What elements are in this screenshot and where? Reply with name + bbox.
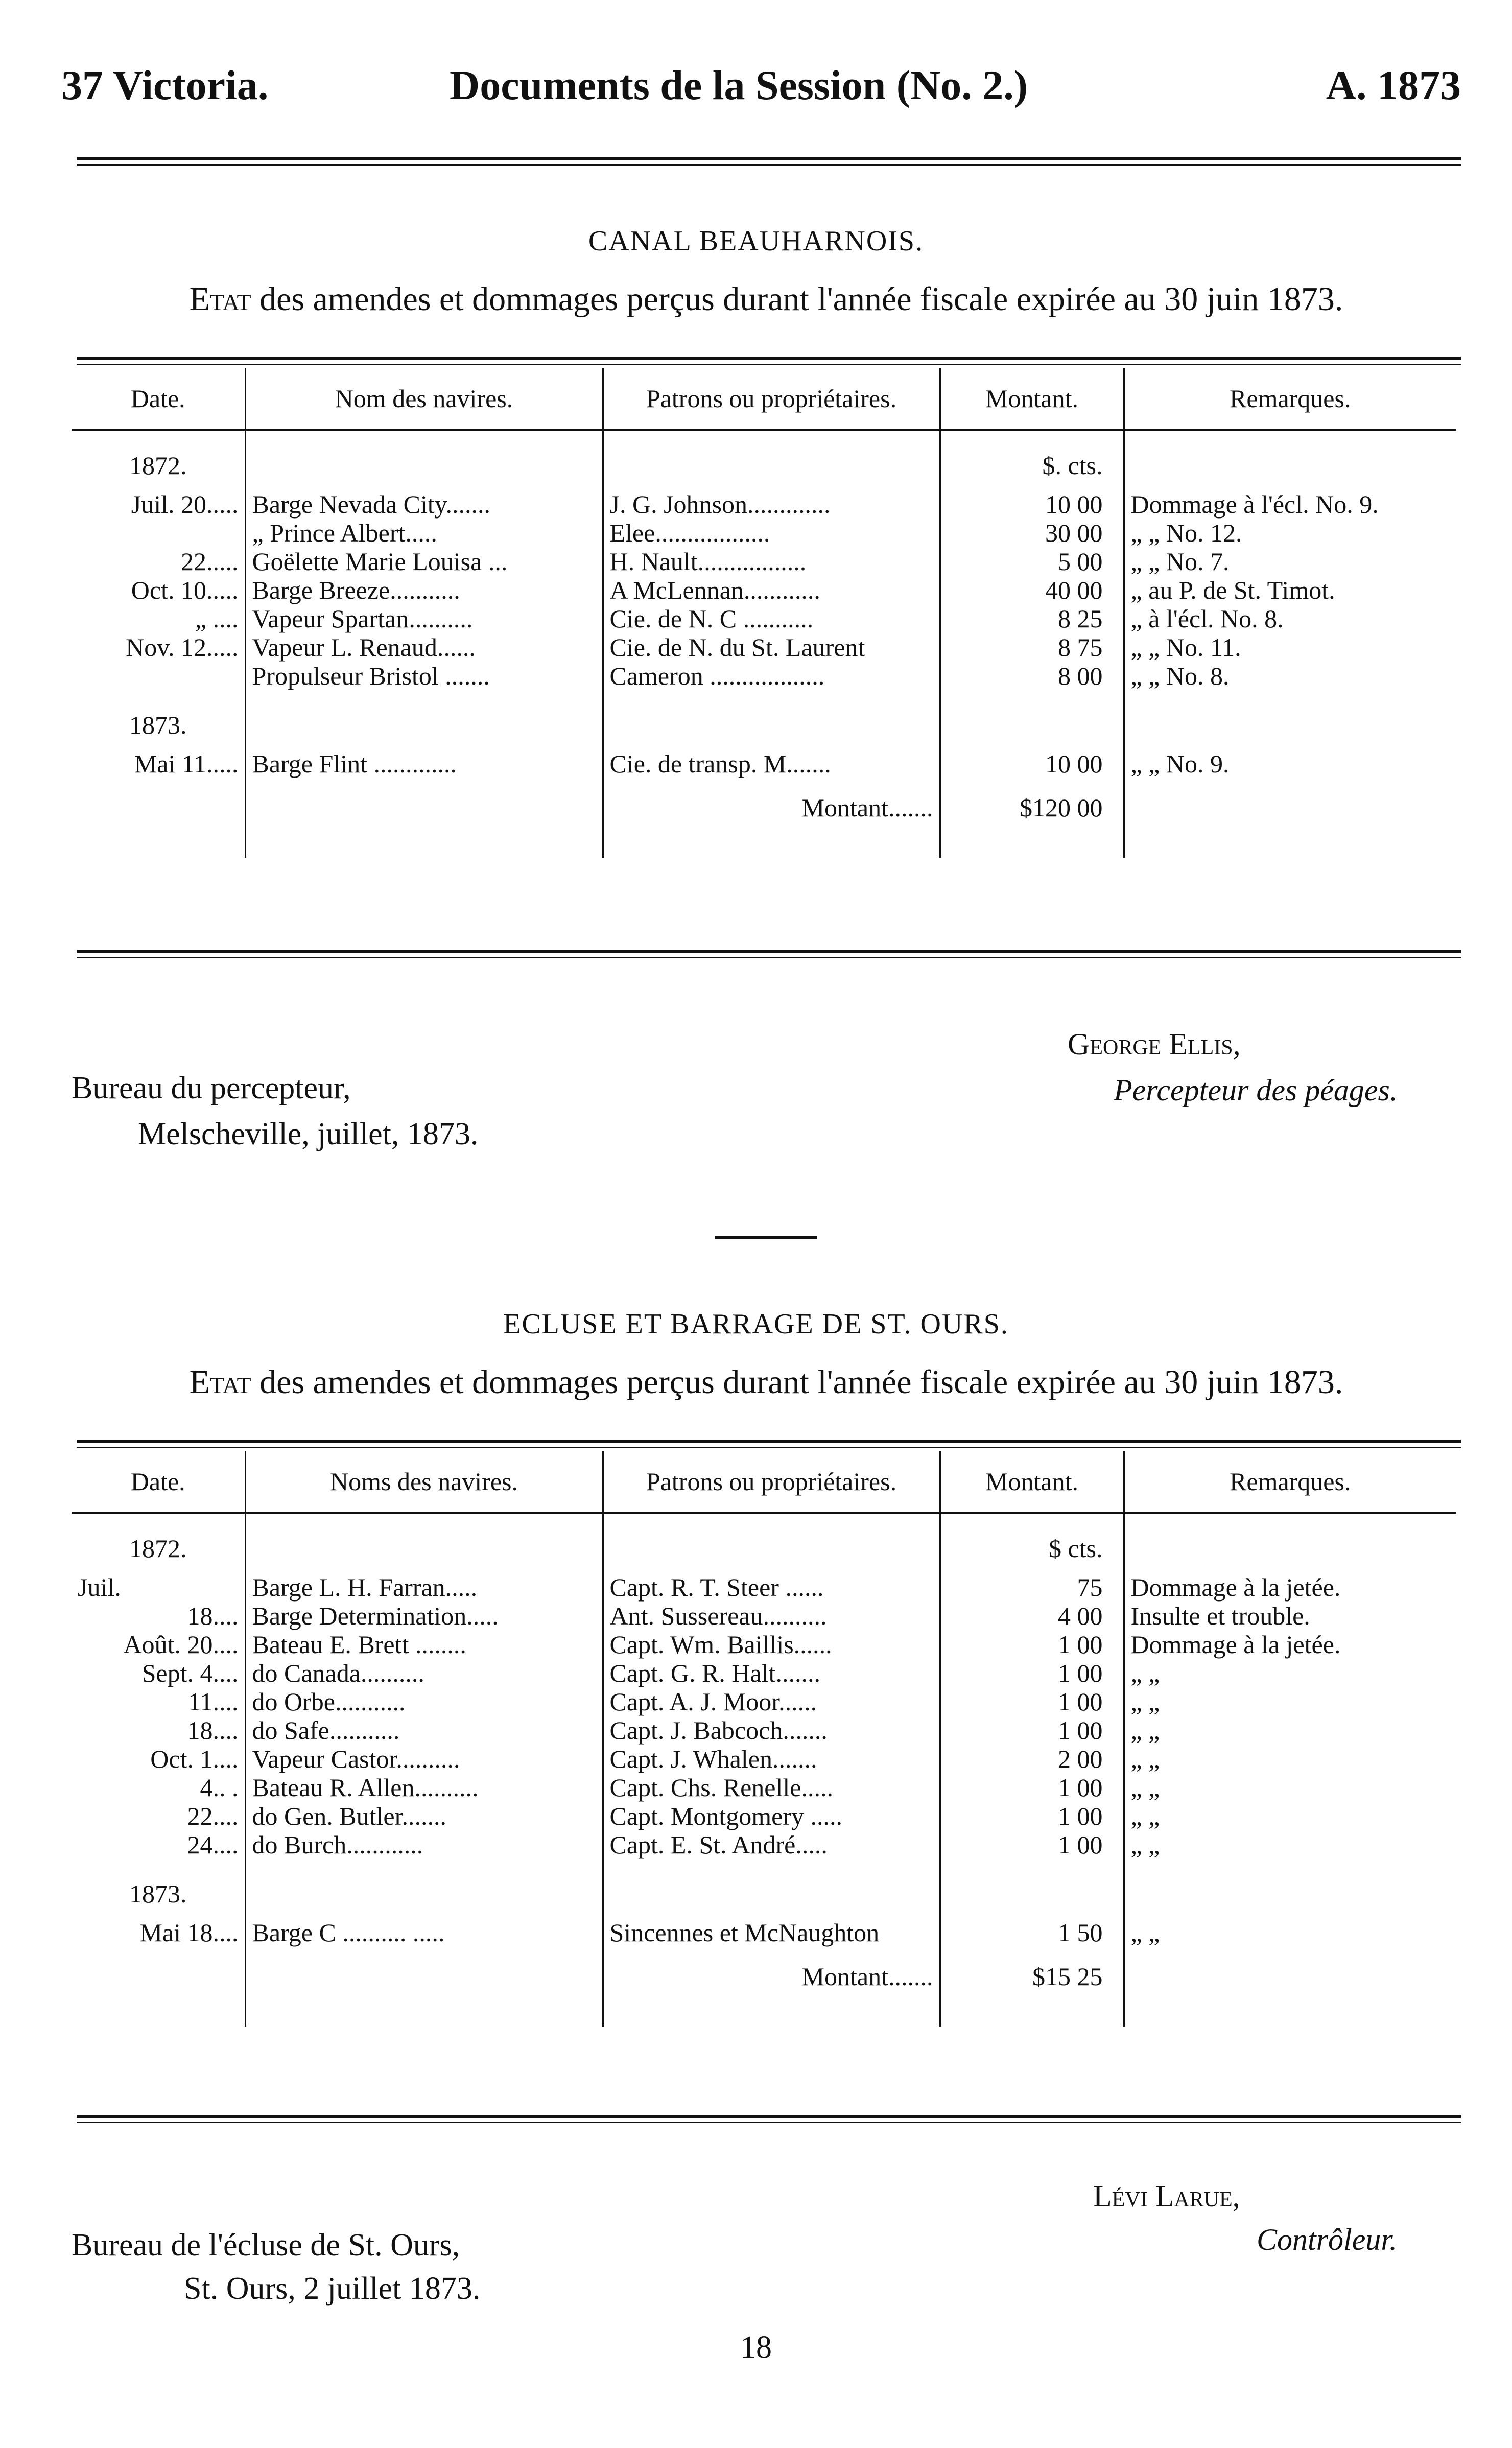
row-remark: „ à l'écl. No. 8. [1124,604,1456,633]
table2-top-rule [77,1440,1461,1443]
table1-total-label: Montant....... [603,778,940,822]
table1-total-row [72,778,1456,822]
row-remark: „ au P. de St. Timot. [1124,576,1456,604]
table1-year-row [72,430,1456,490]
row-date: Juil. [72,1573,245,1602]
row-amount: 1 00 [940,1687,1124,1716]
row-ship: Barge C .......... ..... [245,1918,603,1947]
section2-office-line2: St. Ours, 2 juillet 1873. [184,2271,481,2306]
row-remark: „ „ No. 7. [1124,547,1456,576]
table2-total: $15 25 [940,1947,1124,1991]
row-amount: 30 00 [940,519,1124,547]
table-row [72,1802,1456,1830]
header-rule-2 [77,164,1461,166]
table-row [72,576,1456,604]
section1-office-line1: Bureau du percepteur, [72,1071,351,1105]
row-ship: do Canada.......... [245,1659,603,1687]
section2-office-line1: Bureau de l'écluse de St. Ours, [72,2228,460,2263]
row-amount: 1 00 [940,1802,1124,1830]
row-ship: Barge L. H. Farran..... [245,1573,603,1602]
table-row [72,1602,1456,1630]
row-owner: Capt. Montgomery ..... [603,1802,940,1830]
table2-col-date: Date. [72,1451,245,1513]
table-row [72,1687,1456,1716]
row-amount: 1 00 [940,1630,1124,1659]
table1-bottom-rule [77,950,1461,953]
row-date: Mai 18.... [72,1918,245,1947]
row-remark: „ „ [1124,1830,1456,1859]
row-owner: A McLennan............ [603,576,940,604]
row-owner: Capt. G. R. Halt....... [603,1659,940,1687]
row-date [72,519,245,547]
row-remark: Dommage à la jetée. [1124,1630,1456,1659]
row-remark: „ „ [1124,1716,1456,1745]
row-date: 18.... [72,1716,245,1745]
row-remark: „ „ [1124,1687,1456,1716]
row-remark: „ „ [1124,1659,1456,1687]
table-row [72,519,1456,547]
section1-subtitle-rest: des amendes et dommages perçus durant l'année fiscale expirée au 30 juin 1873. [259,280,1343,318]
row-amount: 75 [940,1573,1124,1602]
row-date: 22..... [72,547,245,576]
header-right: A. 1873 [1326,62,1461,108]
section2-title: ECLUSE ET BARRAGE DE ST. OURS. [503,1308,1009,1340]
table-row [72,1773,1456,1802]
row-date: Nov. 12..... [72,633,245,662]
table-row [72,1745,1456,1773]
row-remark: Dommage à l'écl. No. 9. [1124,490,1456,519]
row-remark: „ „ [1124,1745,1456,1773]
table1-col-owner: Patrons ou propriétaires. [603,368,940,430]
row-amount: 40 00 [940,576,1124,604]
row-remark: „ „ [1124,1773,1456,1802]
table1-top-rule [77,357,1461,360]
row-date: Oct. 1.... [72,1745,245,1773]
row-ship: Bateau E. Brett ........ [245,1630,603,1659]
row-amount: 8 25 [940,604,1124,633]
header-rule-1 [77,157,1461,160]
row-date: 11.... [72,1687,245,1716]
row-ship: Bateau R. Allen.......... [245,1773,603,1802]
table-row [72,1630,1456,1659]
row-date: Oct. 10..... [72,576,245,604]
section2-signature-role: Contrôleur. [1257,2223,1398,2256]
table2-year-row [72,1513,1456,1573]
table1-col-date: Date. [72,368,245,430]
row-ship: „ Prince Albert..... [245,519,603,547]
table-row [72,604,1456,633]
row-ship: do Safe........... [245,1716,603,1745]
table1-year-1873: 1873. [72,690,245,749]
row-amount: 1 00 [940,1659,1124,1687]
row-remark: Insulte et trouble. [1124,1602,1456,1630]
table2-year-row-2 [72,1859,1456,1918]
row-ship: Barge Flint ............. [245,749,603,778]
table1-total: $120 00 [940,778,1124,822]
row-ship: Barge Breeze........... [245,576,603,604]
row-owner: Capt. Wm. Baillis...... [603,1630,940,1659]
table2 [72,1451,1456,2027]
table1 [72,368,1456,858]
section2-subtitle [72,1363,1461,1402]
section1-office-line2: Melscheville, juillet, 1873. [138,1117,479,1151]
section2-signature-name: Lévi Larue, [1093,2179,1240,2213]
table2-top-rule-2 [77,1447,1461,1448]
row-ship: Vapeur L. Renaud...... [245,633,603,662]
table-row [72,633,1456,662]
row-date: Sept. 4.... [72,1659,245,1687]
row-ship: do Orbe........... [245,1687,603,1716]
section1-signature-role: Percepteur des péages. [1114,1073,1398,1107]
row-owner: Elee.................. [603,519,940,547]
table1-col-remarks: Remarques. [1124,368,1456,430]
row-owner: Capt. R. T. Steer ...... [603,1573,940,1602]
row-amount: 1 50 [940,1918,1124,1947]
table1-unit: $. cts. [940,430,1124,490]
section1-subtitle-lead: Etat [189,280,251,318]
table2-col-ship: Noms des navires. [245,1451,603,1513]
row-date: „ .... [72,604,245,633]
section-divider [715,1236,817,1239]
table-row [72,1830,1456,1859]
row-remark: „ „ No. 8. [1124,662,1456,690]
row-owner: Ant. Sussereau.......... [603,1602,940,1630]
row-amount: 8 75 [940,633,1124,662]
table-row [72,662,1456,690]
section1-signature-name: George Ellis, [1068,1027,1241,1061]
row-ship: do Gen. Butler....... [245,1802,603,1830]
row-owner: Cie. de N. C ........... [603,604,940,633]
table2-bottom-rule [77,2115,1461,2118]
header-left: 37 Victoria. [61,62,269,108]
row-amount: 4 00 [940,1602,1124,1630]
table-row [72,1573,1456,1602]
row-ship: Barge Determination..... [245,1602,603,1630]
row-ship: Barge Nevada City....... [245,490,603,519]
row-ship: Vapeur Spartan.......... [245,604,603,633]
row-owner: Cie. de N. du St. Laurent [603,633,940,662]
row-owner: H. Nault................. [603,547,940,576]
row-remark: Dommage à la jetée. [1124,1573,1456,1602]
row-ship: Propulseur Bristol ....... [245,662,603,690]
row-date: Août. 20.... [72,1630,245,1659]
table-row [72,1659,1456,1687]
row-amount: 1 00 [940,1830,1124,1859]
row-remark: „ „ No. 12. [1124,519,1456,547]
row-date: 24.... [72,1830,245,1859]
row-date: 4.. . [72,1773,245,1802]
table-row [72,1716,1456,1745]
row-date [72,662,245,690]
row-owner: Cameron .................. [603,662,940,690]
table1-bottom-rule-2 [77,957,1461,958]
row-remark: „ „ No. 9. [1124,749,1456,778]
row-amount: 5 00 [940,547,1124,576]
table-row [72,490,1456,519]
table2-total-row [72,1947,1456,1991]
page-number: 18 [740,2330,772,2365]
table-row [72,547,1456,576]
row-remark: „ „ [1124,1918,1456,1947]
table2-col-amount: Montant. [940,1451,1124,1513]
table2-year-1873: 1873. [72,1859,245,1918]
row-amount: 10 00 [940,490,1124,519]
section2-subtitle-lead: Etat [189,1363,251,1401]
row-ship: do Burch............ [245,1830,603,1859]
table-row [72,1918,1456,1947]
row-ship: Goëlette Marie Louisa ... [245,547,603,576]
row-amount: 10 00 [940,749,1124,778]
section1-subtitle [72,280,1461,319]
row-amount: 1 00 [940,1773,1124,1802]
row-amount: 8 00 [940,662,1124,690]
row-owner: J. G. Johnson............. [603,490,940,519]
row-owner: Capt. J. Babcoch....... [603,1716,940,1745]
row-ship: Vapeur Castor.......... [245,1745,603,1773]
table1-col-ship: Nom des navires. [245,368,603,430]
row-owner: Capt. E. St. André..... [603,1830,940,1859]
table1-col-amount: Montant. [940,368,1124,430]
table1-header-row [72,368,1456,430]
section2-subtitle-rest: des amendes et dommages perçus durant l'année fiscale expirée au 30 juin 1873. [259,1363,1343,1401]
table1-year-1872: 1872. [72,430,245,490]
row-date: 18.... [72,1602,245,1630]
row-owner: Capt. A. J. Moor...... [603,1687,940,1716]
row-owner: Cie. de transp. M....... [603,749,940,778]
row-remark: „ „ [1124,1802,1456,1830]
row-owner: Capt. Chs. Renelle..... [603,1773,940,1802]
table2-total-label: Montant....... [603,1947,940,1991]
row-date: Juil. 20..... [72,490,245,519]
row-owner: Sincennes et McNaughton [603,1918,940,1947]
table-row [72,749,1456,778]
table2-year-1872: 1872. [72,1513,245,1573]
table2-unit: $ cts. [940,1513,1124,1573]
table2-col-remarks: Remarques. [1124,1451,1456,1513]
table2-bottom-rule-2 [77,2122,1461,2123]
table2-col-owner: Patrons ou propriétaires. [603,1451,940,1513]
row-remark: „ „ No. 11. [1124,633,1456,662]
header-center: Documents de la Session (No. 2.) [450,62,1028,108]
table2-header-row [72,1451,1456,1513]
row-date: Mai 11..... [72,749,245,778]
row-amount: 2 00 [940,1745,1124,1773]
row-owner: Capt. J. Whalen....... [603,1745,940,1773]
table1-year-row-2 [72,690,1456,749]
section1-title: CANAL BEAUHARNOIS. [588,225,924,257]
running-header [61,61,1461,117]
row-date: 22.... [72,1802,245,1830]
table1-top-rule-2 [77,364,1461,365]
row-amount: 1 00 [940,1716,1124,1745]
